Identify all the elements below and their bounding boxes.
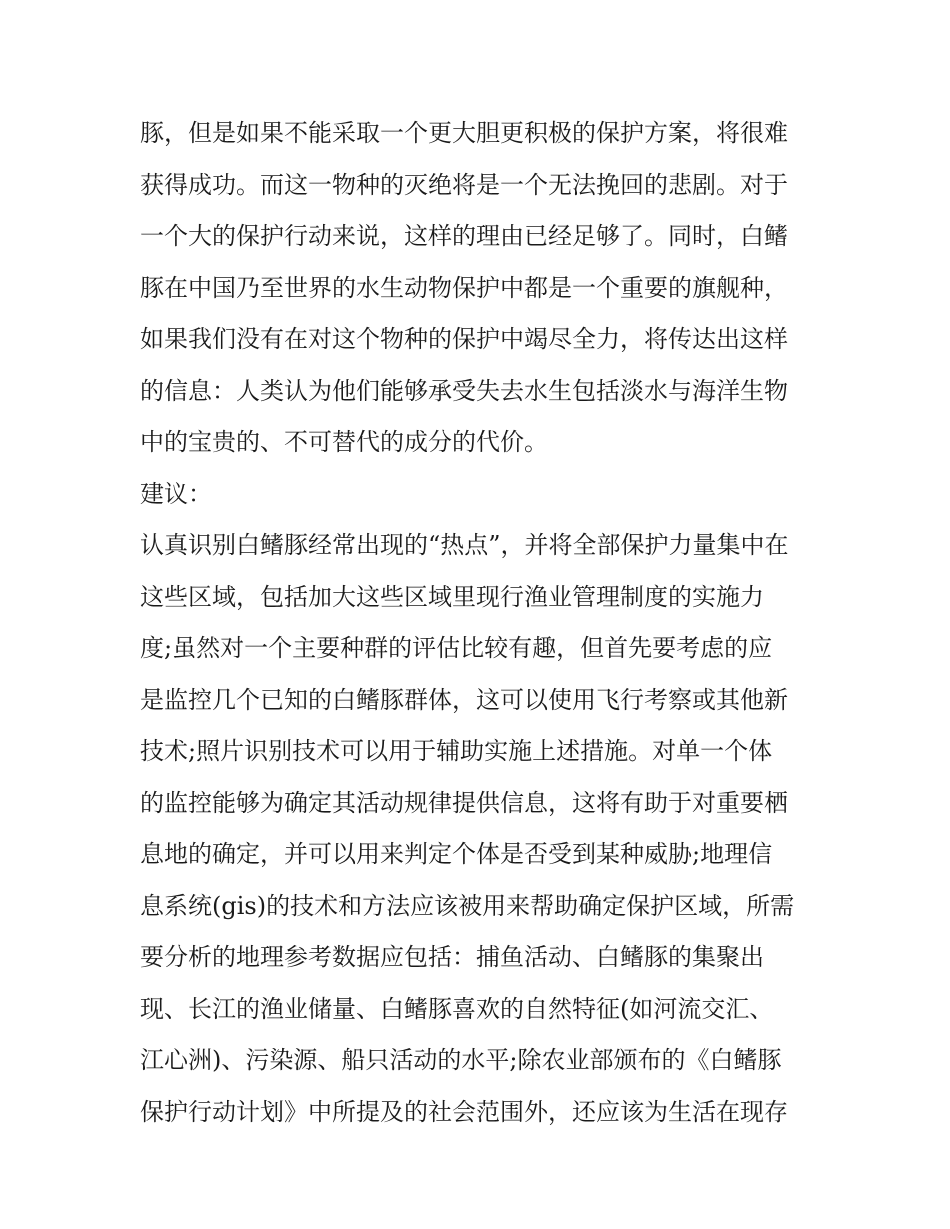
section-heading: 建议： xyxy=(140,479,212,508)
text-line: 如果我们没有在对这个物种的保护中竭尽全力，将传达出这样 xyxy=(140,325,788,353)
text-line: 豚，但是如果不能采取一个更大胆更积极的保护方案，将很难 xyxy=(140,119,788,147)
text-line: 息系统(gis)的技术和方法应该被用来帮助确定保护区域，所需 xyxy=(140,891,795,920)
text-line: 息地的确定，并可以用来判定个体是否受到某种威胁;地理信 xyxy=(140,840,773,868)
text-line: 度;虽然对一个主要种群的评估比较有趣，但首先要考虑的应 xyxy=(140,634,773,662)
text-line: 豚在中国乃至世界的水生动物保护中都是一个重要的旗舰种， xyxy=(140,273,788,302)
body-text xyxy=(140,108,820,1138)
text-line: 是监控几个已知的白鳍豚群体，这可以使用飞行考察或其他新 xyxy=(140,685,788,714)
text-line: 认真识别白鳍豚经常出现的“热点”，并将全部保护力量集中在 xyxy=(140,531,789,559)
text-line: 的信息：人类认为他们能够承受失去水生包括淡水与海洋生物 xyxy=(140,376,788,405)
text-line: 一个大的保护行动来说，这样的理由已经足够了。同时，白鳍 xyxy=(140,222,788,250)
text-line: 这些区域，包括加大这些区域里现行渔业管理制度的实施力 xyxy=(140,582,764,611)
text-line: 获得成功。而这一物种的灭绝将是一个无法挽回的悲剧。对于 xyxy=(140,170,788,199)
text-line: 保护行动计划》中所提及的社会范围外，还应该为生活在现存 xyxy=(140,1097,788,1126)
text-line: 的监控能够为确定其活动规律提供信息，这将有助于对重要栖 xyxy=(140,788,788,817)
text-line: 现、长江的渔业储量、白鳍豚喜欢的自然特征(如河流交汇、 xyxy=(140,994,774,1023)
text-line: 中的宝贵的、不可替代的成分的代价。 xyxy=(140,428,548,456)
text-line: 要分析的地理参考数据应包括：捕鱼活动、白鳍豚的集聚出 xyxy=(140,943,764,971)
text-line: 江心洲)、污染源、船只活动的水平;除农业部颁布的《白鳍豚 xyxy=(140,1046,782,1074)
text-line: 技术;照片识别技术可以用于辅助实施上述措施。对单一个体 xyxy=(140,737,773,765)
